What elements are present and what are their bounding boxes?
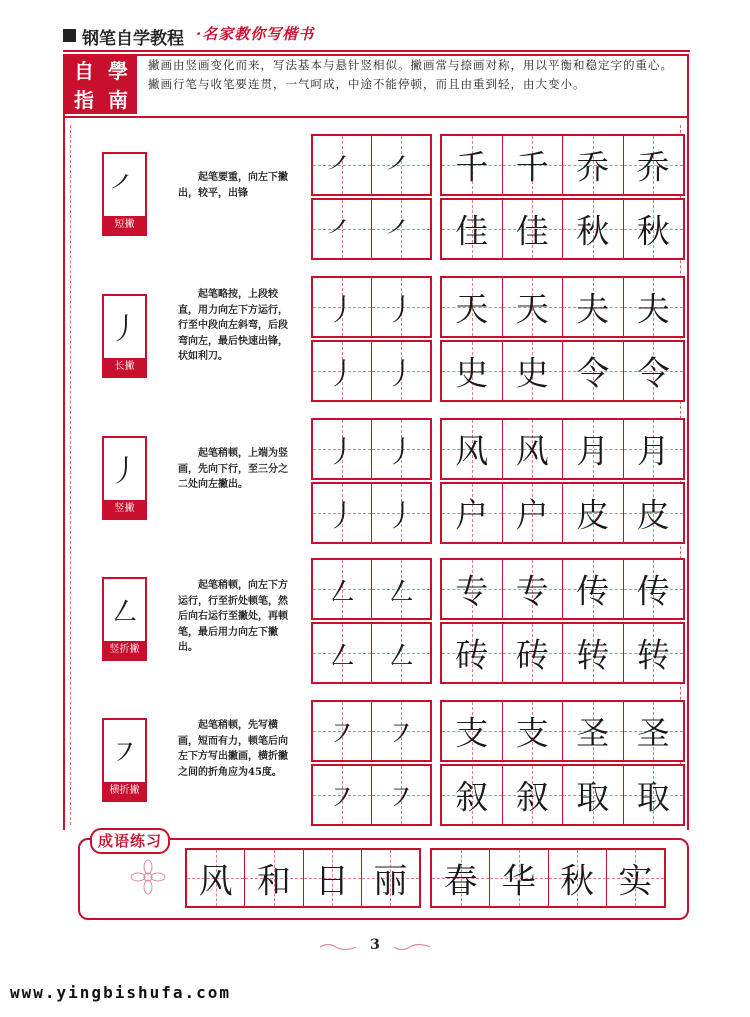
practice-char: 风 [455,431,489,471]
practice-char: 皮 [576,495,610,535]
stroke-label: 长撇 [104,358,145,376]
stroke-practice-grid [311,482,432,544]
practice-stroke: 丿 [327,499,357,534]
char-practice-grid [440,482,685,544]
practice-char: 传 [636,571,670,611]
char-practice-grid [440,418,685,480]
left-frame-line [63,118,65,830]
stroke-practice-grid [311,198,432,260]
practice-char: 天 [455,289,489,329]
practice-char: 秋 [576,211,610,251]
practice-char: 佳 [455,211,489,251]
page-number: 3 [370,937,380,953]
practice-char: 叙 [515,777,549,817]
idiom-char: 丽 [373,861,408,902]
char-practice-grid [440,622,685,684]
stroke-sample-2 [102,294,147,378]
practice-stroke: 丿 [386,499,416,534]
practice-char: 月 [576,431,610,471]
stroke-glyph: ㇇ [109,736,140,771]
practice-char: 千 [515,147,549,187]
practice-char: 皮 [636,495,670,535]
flower-ornament-icon [128,857,168,897]
practice-stroke: 丿 [386,435,416,470]
idiom-grid-right [430,848,666,908]
practice-char: 转 [636,635,670,675]
idiom-char: 实 [618,861,653,902]
idiom-char: 华 [501,861,536,902]
practice-char: 秋 [636,211,670,251]
stroke-label: 竖撇 [104,500,145,518]
stroke-practice-grid [311,622,432,684]
practice-char: 史 [515,353,549,393]
practice-char: 专 [455,571,489,611]
stroke-label: 横折撇 [104,782,145,800]
stroke-description-2: 起笔略按，上段较直，用力向左下方运行，行至中段向左斜弯，后段弯向左，最后快速出锋，状如利刀。 [178,289,288,362]
stroke-glyph: ㇒ [109,170,140,205]
header-square-icon [63,29,76,42]
stroke-sample-3 [102,436,147,520]
char-practice-grid [440,558,685,620]
stroke-label: 短撇 [104,216,145,234]
idiom-char: 和 [256,861,291,902]
seal-char: 自 [74,58,94,83]
stroke-description-5: 起笔稍顿，先写横画，短而有力，顿笔后向左下方写出撇画，横折撇之间的折角应为45度。 [178,720,288,778]
practice-stroke: ㇇ [327,781,357,816]
practice-char: 传 [576,571,610,611]
practice-char: 乔 [576,147,610,187]
practice-stroke: ㇒ [386,151,416,186]
char-practice-grid [440,700,685,762]
char-practice-grid [440,340,685,402]
practice-char: 风 [515,431,549,471]
stroke-glyph: 丿 [109,454,140,489]
seal-char: 指 [74,87,94,112]
practice-stroke: 丿 [386,293,416,328]
practice-char: 取 [636,777,670,817]
practice-char: 佳 [515,211,549,251]
practice-char: 夫 [636,289,670,329]
char-practice-grid [440,276,685,338]
stroke-practice-grid [311,558,432,620]
practice-stroke: ㇜ [327,575,357,610]
practice-stroke: ㇇ [386,717,416,752]
practice-char: 砖 [515,635,549,675]
website-url: www.yingbishufa.com [10,983,232,1002]
practice-char: 天 [515,289,549,329]
idiom-char: 日 [315,861,350,902]
practice-char: 千 [455,147,489,187]
practice-char: 专 [515,571,549,611]
practice-stroke: ㇒ [327,151,357,186]
practice-stroke: ㇜ [327,639,357,674]
practice-char: 夫 [576,289,610,329]
header-rule [63,50,690,52]
self-study-seal [65,56,137,114]
practice-stroke: ㇇ [386,781,416,816]
practice-stroke: ㇒ [327,215,357,250]
char-practice-grid [440,764,685,826]
stroke-label: 竖折撇 [104,641,145,659]
practice-stroke: 丿 [386,357,416,392]
char-practice-grid [440,198,685,260]
practice-stroke: 丿 [327,293,357,328]
idiom-char: 秋 [560,861,595,902]
stroke-sample-5 [102,718,147,802]
idiom-grid-left [185,848,421,908]
stroke-sample-4 [102,577,147,661]
intro-text: 撇画由竖画变化而来，写法基本与悬针竖相似。撇画常与捺画对称，用以平衡和稳定字的重心。撇画行笔与收笔要连贯，一气呵成，中途不能停顿，而且由重到轻，由大变小。 [148,58,673,91]
seal-char: 學 [108,58,128,83]
practice-char: 史 [455,353,489,393]
practice-char: 令 [636,353,670,393]
stroke-sample-1 [102,152,147,236]
book-title: 钢笔自学教程 [82,29,184,49]
practice-char: 砖 [455,635,489,675]
practice-char: 令 [576,353,610,393]
practice-char: 取 [576,777,610,817]
left-ornament-icon [318,942,358,952]
practice-char: 支 [515,713,549,753]
practice-stroke: 丿 [327,435,357,470]
seal-char: 南 [108,87,128,112]
stroke-practice-grid [311,764,432,826]
practice-char: 户 [515,495,549,535]
stroke-description-3: 起笔稍顿，上端为竖画，先向下行，至三分之二处向左撇出。 [178,448,288,490]
stroke-glyph: ㇜ [109,595,140,630]
stroke-practice-grid [311,276,432,338]
left-dashed-line [70,125,71,825]
practice-char: 叙 [455,777,489,817]
book-subtitle: ·名家教你写楷书 [196,25,315,43]
practice-stroke: ㇇ [327,717,357,752]
char-practice-grid [440,134,685,196]
stroke-practice-grid [311,418,432,480]
practice-char: 月 [636,431,670,471]
stroke-description-4: 起笔稍顿，向左下方运行，行至折处顿笔，然后向右运行至撇处，再顿笔，最后用力向左下撇出。 [178,580,288,653]
practice-stroke: 丿 [327,357,357,392]
stroke-description-1: 起笔要重，向左下撇出，较平，出锋 [178,172,288,199]
practice-char: 乔 [636,147,670,187]
right-frame-line [687,118,689,830]
practice-stroke: ㇒ [386,215,416,250]
stroke-practice-grid [311,700,432,762]
practice-char: 户 [455,495,489,535]
practice-char: 圣 [576,713,610,753]
idiom-char: 风 [198,861,233,902]
practice-char: 支 [455,713,489,753]
idiom-char: 春 [443,861,478,902]
idiom-practice-tag: 成语练习 [90,828,170,854]
right-ornament-icon [392,942,432,952]
stroke-practice-grid [311,340,432,402]
practice-char: 转 [576,635,610,675]
practice-char: 圣 [636,713,670,753]
stroke-glyph: 丿 [109,312,140,347]
practice-stroke: ㇜ [386,639,416,674]
practice-stroke: ㇜ [386,575,416,610]
stroke-practice-grid [311,134,432,196]
